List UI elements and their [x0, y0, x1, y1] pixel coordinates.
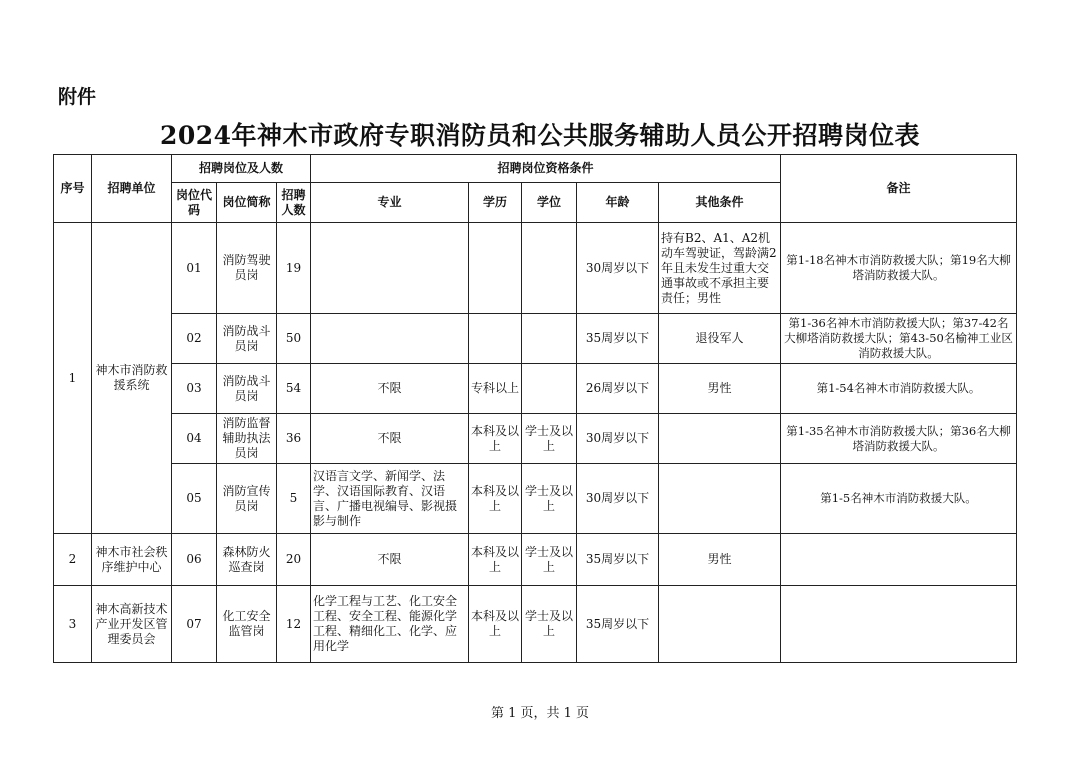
table-row	[54, 364, 1017, 414]
header-age: 年龄	[577, 183, 659, 223]
position-degree	[522, 314, 577, 364]
position-major: 不限	[311, 364, 469, 414]
header-positions-group: 招聘岗位及人数	[172, 155, 311, 183]
table-row	[54, 414, 1017, 464]
position-major: 汉语言文学、新闻学、法学、汉语国际教育、汉语言、广播电视编导、影视摄影与制作	[311, 464, 469, 534]
position-education: 本科及以上	[469, 464, 522, 534]
unit-name: 神木高新技术产业开发区管理委员会	[92, 586, 172, 663]
position-code: 03	[172, 364, 217, 414]
position-major: 化学工程与工艺、化工安全工程、安全工程、能源化学工程、精细化工、化学、应用化学	[311, 586, 469, 663]
header-seq: 序号	[54, 155, 92, 223]
position-name: 消防监督辅助执法员岗	[217, 414, 277, 464]
header-code: 岗位代码	[172, 183, 217, 223]
table-row	[54, 464, 1017, 534]
position-age: 30周岁以下	[577, 464, 659, 534]
header-count: 招聘人数	[277, 183, 311, 223]
position-education: 专科以上	[469, 364, 522, 414]
position-major	[311, 314, 469, 364]
table-row	[54, 586, 1017, 663]
position-remarks: 第1-36名神木市消防救援大队；第37-42名大柳塔消防救援大队；第43-50名榆神工业区消防救援大队。	[781, 314, 1017, 364]
position-other	[659, 586, 781, 663]
position-other: 持有B2、A1、A2机动车驾驶证，驾龄满2年且未发生过重大交通事故或不承担主要责任；男性	[659, 223, 781, 314]
position-code: 01	[172, 223, 217, 314]
position-major: 不限	[311, 414, 469, 464]
document-title: 2024年神木市政府专职消防员和公共服务辅助人员公开招聘岗位表	[159, 121, 921, 150]
position-degree: 学士及以上	[522, 586, 577, 663]
page-footer: 第 1 页，共 1 页	[490, 706, 590, 721]
position-name: 森林防火巡查岗	[217, 534, 277, 586]
position-other	[659, 464, 781, 534]
unit-seq: 2	[54, 534, 92, 586]
header-quals-group: 招聘岗位资格条件	[311, 155, 781, 183]
position-code: 05	[172, 464, 217, 534]
unit-seq: 1	[54, 223, 92, 534]
position-count: 19	[277, 223, 311, 314]
position-remarks: 第1-18名神木市消防救援大队；第19名大柳塔消防救援大队。	[781, 223, 1017, 314]
position-name: 消防驾驶员岗	[217, 223, 277, 314]
position-remarks: 第1-35名神木市消防救援大队；第36名大柳塔消防救援大队。	[781, 414, 1017, 464]
position-name: 消防战斗员岗	[217, 364, 277, 414]
position-education: 本科及以上	[469, 534, 522, 586]
position-name: 消防宣传员岗	[217, 464, 277, 534]
attachment-label: 附件	[58, 86, 97, 108]
position-code: 02	[172, 314, 217, 364]
position-age: 30周岁以下	[577, 223, 659, 314]
position-degree	[522, 223, 577, 314]
position-age: 35周岁以下	[577, 314, 659, 364]
position-count: 50	[277, 314, 311, 364]
position-remarks	[781, 586, 1017, 663]
position-age: 26周岁以下	[577, 364, 659, 414]
position-code: 07	[172, 586, 217, 663]
table-row	[54, 314, 1017, 364]
position-count: 12	[277, 586, 311, 663]
position-count: 5	[277, 464, 311, 534]
position-name: 消防战斗员岗	[217, 314, 277, 364]
header-unit: 招聘单位	[92, 155, 172, 223]
table-row	[54, 223, 1017, 314]
header-name: 岗位简称	[217, 183, 277, 223]
header-row-1	[54, 155, 1017, 183]
position-count: 54	[277, 364, 311, 414]
position-count: 20	[277, 534, 311, 586]
position-code: 06	[172, 534, 217, 586]
position-degree: 学士及以上	[522, 534, 577, 586]
recruitment-table-container	[53, 154, 1017, 663]
position-major: 不限	[311, 534, 469, 586]
position-education: 本科及以上	[469, 414, 522, 464]
header-major: 专业	[311, 183, 469, 223]
header-education: 学历	[469, 183, 522, 223]
unit-name: 神木市社会秩序维护中心	[92, 534, 172, 586]
position-degree: 学士及以上	[522, 414, 577, 464]
table-row	[54, 534, 1017, 586]
position-count: 36	[277, 414, 311, 464]
recruitment-table	[53, 154, 1017, 663]
unit-seq: 3	[54, 586, 92, 663]
position-age: 30周岁以下	[577, 414, 659, 464]
header-other: 其他条件	[659, 183, 781, 223]
position-other: 男性	[659, 364, 781, 414]
position-education	[469, 314, 522, 364]
header-degree: 学位	[522, 183, 577, 223]
position-age: 35周岁以下	[577, 534, 659, 586]
position-age: 35周岁以下	[577, 586, 659, 663]
header-remarks: 备注	[781, 155, 1017, 223]
position-name: 化工安全监管岗	[217, 586, 277, 663]
unit-name: 神木市消防救援系统	[92, 223, 172, 534]
position-education	[469, 223, 522, 314]
position-degree: 学士及以上	[522, 464, 577, 534]
position-major	[311, 223, 469, 314]
position-remarks: 第1-54名神木市消防救援大队。	[781, 364, 1017, 414]
position-other: 退役军人	[659, 314, 781, 364]
position-remarks: 第1-5名神木市消防救援大队。	[781, 464, 1017, 534]
position-remarks	[781, 534, 1017, 586]
position-degree	[522, 364, 577, 414]
position-other: 男性	[659, 534, 781, 586]
position-other	[659, 414, 781, 464]
position-education: 本科及以上	[469, 586, 522, 663]
position-code: 04	[172, 414, 217, 464]
